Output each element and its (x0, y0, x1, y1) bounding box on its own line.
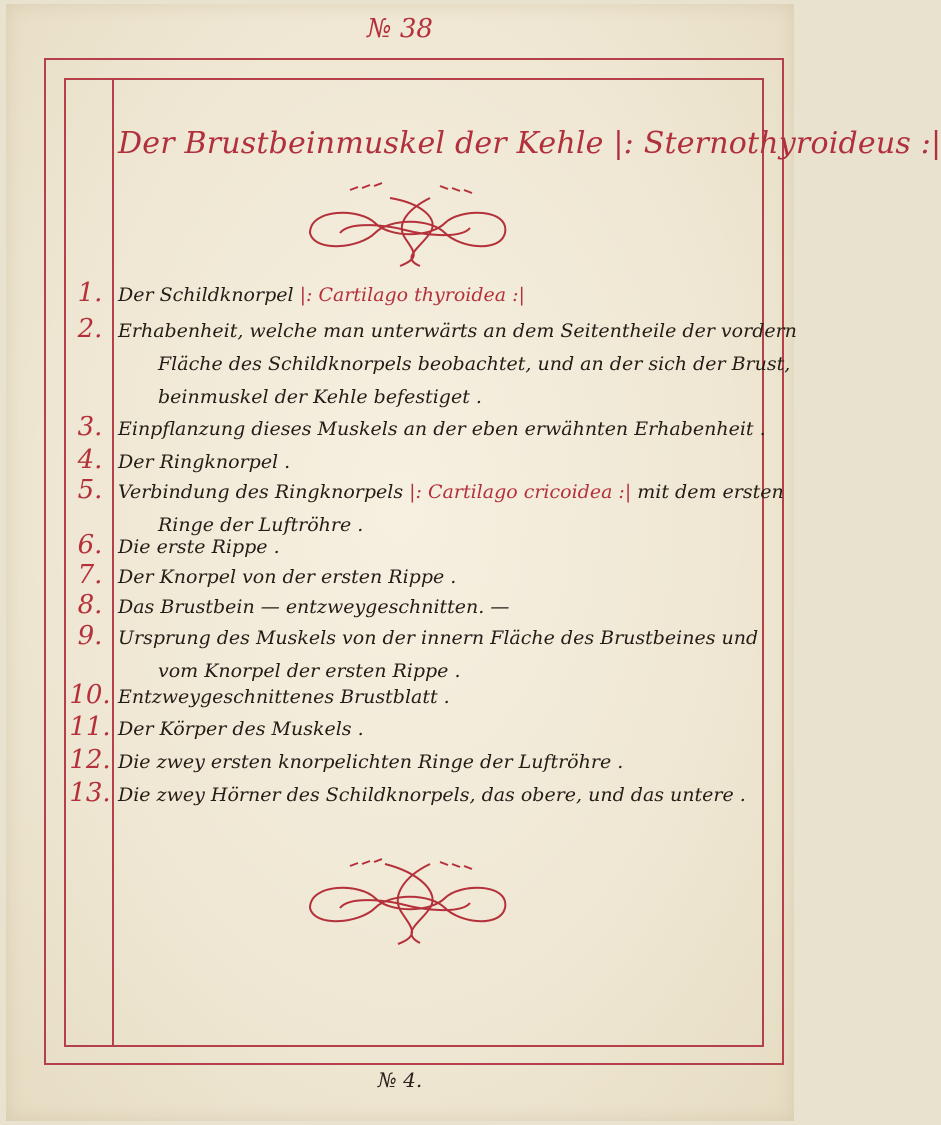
entry-text: Ursprung des Muskels von der innern Fläche des Brustbeines und (118, 627, 759, 649)
entry-number: 3. (77, 412, 103, 442)
entry-text-line (118, 451, 290, 473)
entry-text: Der Knorpel von der ersten Rippe . (118, 566, 457, 588)
entry-text: vom Knorpel der ersten Rippe . (158, 660, 461, 682)
entry-number: 5. (77, 475, 103, 505)
entry-text-line (118, 718, 364, 740)
entry-text: Ringe der Luftröhre . (158, 514, 364, 536)
entry-number: 7. (77, 560, 103, 590)
folio-number-bottom: № 4. (377, 1068, 423, 1092)
entry-text: Das Brustbein — entzweygeschnitten. — (118, 596, 510, 618)
entry-text-line (118, 784, 746, 806)
latin-term: |: Cartilago thyroidea :| (299, 284, 525, 306)
entry-text-line (118, 536, 280, 558)
entry-text-line (118, 418, 766, 440)
entry-text: Der Körper des Muskels . (118, 718, 364, 740)
entry-number: 9. (77, 621, 103, 651)
entry-text-line (158, 386, 482, 408)
entry-text: Entzweygeschnittenes Brustblatt . (118, 686, 450, 708)
entry-number: 11. (69, 712, 111, 742)
entry-number: 8. (77, 590, 103, 620)
entry-number: 1. (77, 278, 103, 308)
entry-text: Die zwey ersten knorpelichten Ringe der Luftröhre . (118, 751, 624, 773)
entry-number: 10. (69, 680, 111, 710)
latin-term: |: Cartilago cricoidea :| (409, 481, 632, 503)
entry-number: 4. (77, 445, 103, 475)
entry-text-line (158, 660, 461, 682)
entry-text: Der Ringknorpel . (118, 451, 291, 473)
entry-text-line (118, 481, 784, 503)
entry-number: 12. (69, 745, 111, 775)
entry-number: 2. (77, 314, 103, 344)
entry-text: mit dem ersten (631, 481, 784, 503)
entry-text: Die erste Rippe . (118, 536, 280, 558)
calligraphic-flourish-top (280, 178, 530, 268)
folio-number-top: № 38 (367, 14, 433, 44)
entry-text-line (158, 514, 363, 536)
entry-text: beinmuskel der Kehle befestiget . (158, 386, 482, 408)
entry-text: Erhabenheit, welche man unterwärts an dem Seitentheile der vordern (118, 320, 797, 342)
entry-text: Verbindung des Ringknorpels (118, 481, 410, 503)
entry-text: Fläche des Schildknorpels beobachtet, und an der sich der Brust, (158, 353, 791, 375)
entry-text-line (118, 320, 797, 342)
page-title: Der Brustbeinmuskel der Kehle |: Sternothyroideus :| (118, 126, 941, 161)
entry-text-line (118, 627, 758, 649)
entry-text: Die zwey Hörner des Schildknorpels, das obere, und das untere . (118, 784, 746, 806)
entry-text: Der Schildknorpel (118, 284, 300, 306)
entry-number: 6. (77, 530, 103, 560)
entry-text: Einpflanzung dieses Muskels an der eben erwähnten Erhabenheit . (118, 418, 766, 440)
entry-text-line (118, 751, 623, 773)
entry-text-line (118, 596, 509, 618)
entry-text-line (118, 686, 450, 708)
entry-text-line (118, 284, 525, 306)
calligraphic-flourish-bottom (280, 858, 530, 948)
entry-text-line (118, 566, 456, 588)
entry-number: 13. (69, 778, 111, 808)
entry-text-line (158, 353, 790, 375)
